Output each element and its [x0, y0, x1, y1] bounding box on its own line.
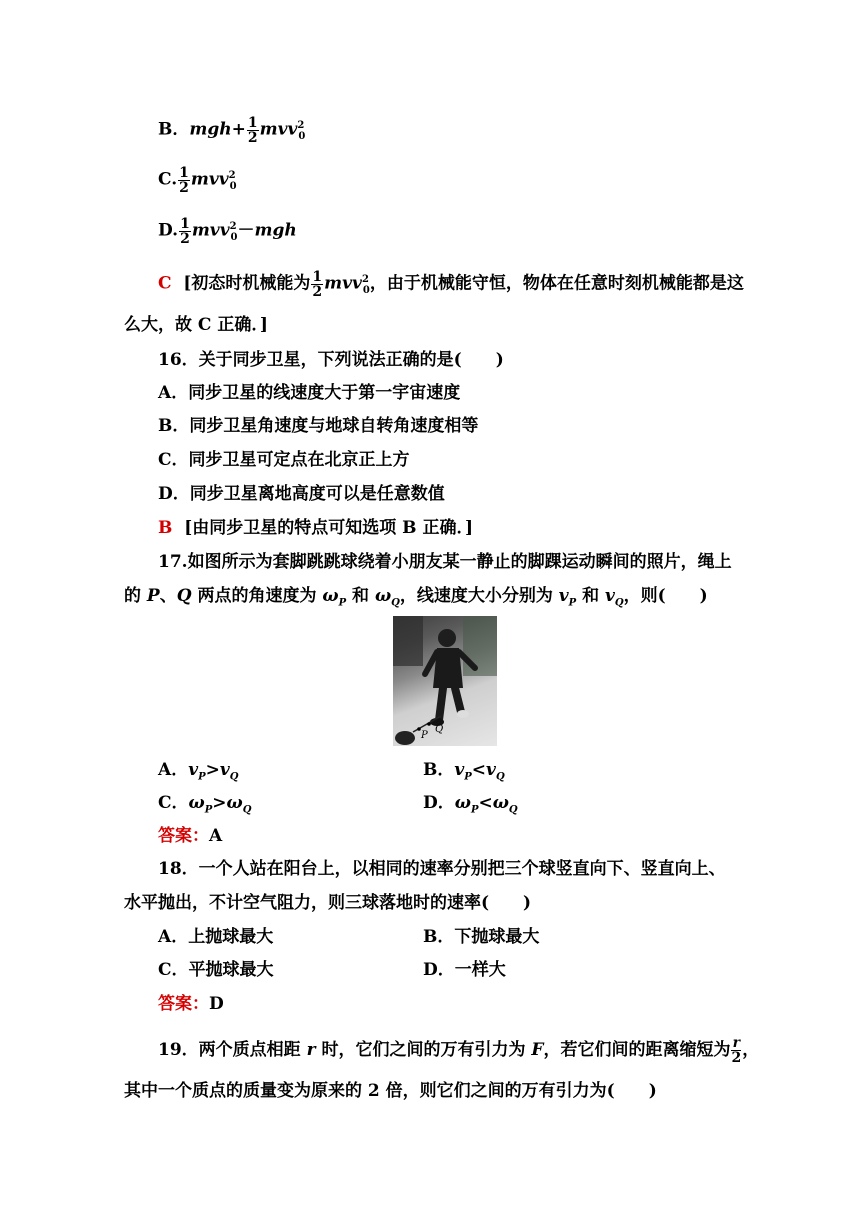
- q16-option-b: B．同步卫星角速度与地球自转角速度相等: [158, 416, 479, 436]
- fraction: $\frac{1}{2}$: [179, 164, 189, 196]
- question-17-line1: 17.如图所示为套脚跳跳球绕着小朋友某一静止的脚踝运动瞬间的照片，绳上: [158, 552, 732, 572]
- q16-option-d: D．同步卫星离地高度可以是任意数值: [158, 484, 445, 504]
- answer-18: 答案：D: [158, 994, 224, 1014]
- q18-option-b: B．下抛球最大: [423, 927, 540, 947]
- q17-option-c: C．$\omega_P>\omega_Q$: [158, 793, 252, 816]
- option-b-prev: B．mgh+ $\frac{1}{2}$ mvv$^2_0$: [158, 114, 306, 146]
- photo-label-q: Q: [435, 724, 444, 735]
- jump-ball-photo: [393, 616, 497, 746]
- answer-17: 答案：A: [158, 826, 223, 846]
- child-figure-graphic: [393, 616, 497, 746]
- fraction: $\frac{1}{2}$: [247, 114, 258, 146]
- fraction: $\frac{r}{2}$: [731, 1035, 742, 1066]
- question-19-line2: 其中一个质点的质量变为原来的 2 倍，则它们之间的万有引力为( ): [124, 1081, 657, 1101]
- q18-option-c: C．平抛球最大: [158, 960, 274, 980]
- answer-16: B [由同步卫星的特点可知选项 B 正确．]: [158, 518, 474, 538]
- q16-option-c: C．同步卫星可定点在北京正上方: [158, 450, 410, 470]
- q18-option-a: A．上抛球最大: [158, 927, 274, 947]
- question-18-line1: 18．一个人站在阳台上，以相同的速率分别把三个球竖直向下、竖直向上、: [158, 859, 726, 879]
- question-18-line2: 水平抛出，不计空气阻力，则三球落地时的速率( ): [124, 893, 532, 913]
- fraction: $\frac{1}{2}$: [180, 215, 190, 247]
- q16-option-a: A．同步卫星的线速度大于第一宇宙速度: [158, 383, 461, 403]
- q17-option-b: B．$v_P<v_Q$: [423, 760, 505, 783]
- answer-15: C [初态时机械能为 $\frac{1}{2}$ mvv$^2_0$，由于机械能守恒，物体在任意时刻机械能都是这: [158, 268, 744, 300]
- q17-option-d: D．$\omega_P<\omega_Q$: [423, 793, 518, 816]
- photo-label-p: P: [421, 730, 428, 741]
- q18-option-d: D．一样大: [423, 960, 506, 980]
- question-19-line1: 19．两个质点相距 r 时，它们之间的万有引力为 F，若它们间的距离缩短为 $\frac{r}{2}$ ，: [158, 1035, 760, 1066]
- question-17-line2: 的 P、Q 两点的角速度为 $\omega_P$ 和 $\omega_Q$，线速度大小分别为 $v_P$ 和 $v_Q$，则( ): [124, 586, 708, 609]
- fraction: $\frac{1}{2}$: [312, 268, 323, 300]
- q17-option-a: A．$v_P>v_Q$: [158, 760, 239, 783]
- option-c-prev: C. $\frac{1}{2}$ mvv$^2_0$: [158, 164, 237, 196]
- option-d-prev: D. $\frac{1}{2}$ mvv$^2_0$－mgh: [158, 215, 297, 247]
- answer-15-line2: 么大，故 C 正确．]: [124, 315, 268, 335]
- question-16-stem: 16．关于同步卫星，下列说法正确的是( ): [158, 350, 504, 370]
